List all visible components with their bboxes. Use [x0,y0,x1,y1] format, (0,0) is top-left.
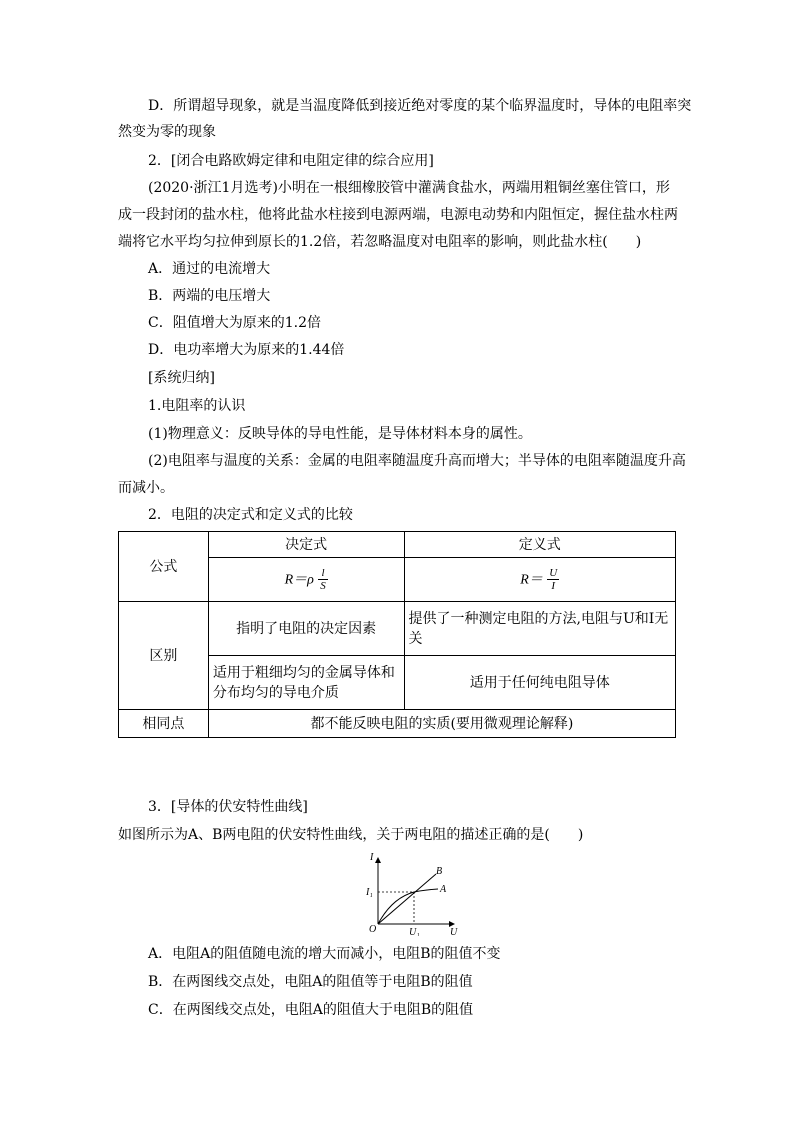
y-axis-label: I [370,852,374,863]
q3-option-a: A．电阻A的阻值随电流的增大而减小，电阻B的阻值不变 [148,946,501,962]
q3-title: 3．[导体的伏安特性曲线] [148,799,308,815]
define-formula [404,558,676,602]
section1-title: 1.电阻率的认识 [148,398,246,414]
define-formula-denominator: I [551,580,556,592]
q2-stem-line1: (2020·浙江1月选考)小明在一根细橡胶管中灌满食盐水，两端用粗铜丝塞住管口，形 [148,180,670,196]
q1-option-d-line2: 然变为零的现象 [118,124,216,140]
q1-option-d-line1: D．所谓超导现象，就是当温度降低到接近绝对零度的某个临界温度时，导体的电阻率突 [148,98,692,114]
decide-formula [208,558,404,602]
decide-formula-fraction [318,567,328,592]
column-header-define: 定义式 [404,532,676,558]
curve-a-label: A [440,884,447,895]
q2-option-a: A．通过的电流增大 [148,261,271,277]
decide-formula-denominator: S [320,580,326,592]
q2-stem-line2: 成一段封闭的盐水柱，他将此盐水柱接到电源两端，电源电动势和内阻恒定，握住盐水柱两 [118,207,678,223]
i1-label: I₁ [366,887,373,898]
q2-option-d: D．电功率增大为原来的1.44倍 [148,342,345,358]
q2-option-c: C．阻值增大为原来的1.2倍 [148,315,321,331]
same-point-text: 都不能反映电阻的实质(要用微观理论解释) [208,710,675,738]
q3-option-b: B．在两图线交点处，电阻A的阻值等于电阻B的阻值 [148,974,473,990]
u1-label: U₁ [409,927,420,936]
section1-para2-line1: (2)电阻率与温度的关系：金属的电阻率随温度升高而增大；半导体的电阻率随温度升高 [148,453,686,469]
column-header-decide: 决定式 [208,532,404,558]
define-formula-lhs: R＝ [520,572,543,588]
summary-title: [系统归纳] [148,370,215,386]
define-formula-fraction [547,567,559,592]
q2-title: 2．[闭合电路欧姆定律和电阻定律的综合应用] [148,153,434,169]
origin-label: O [369,924,377,935]
difference-decide-1: 指明了电阻的决定因素 [208,602,404,656]
curve-a-line [378,889,438,924]
iv-characteristic-graph [364,852,460,936]
q2-option-b: B．两端的电压增大 [148,288,271,304]
q2-stem-line3: 端将它水平均匀拉伸到原长的1.2倍，若忽略温度对电阻率的影响，则此盐水柱( ) [118,234,642,250]
x-axis-label: U [450,927,458,936]
section2-title: 2．电阻的决定式和定义式的比较 [148,507,353,523]
row-header-same: 相同点 [119,710,209,738]
row-header-formula: 公式 [119,532,209,602]
curve-b-line [378,874,436,924]
difference-define-1: 提供了一种测定电阻的方法,电阻与U和I无关 [404,602,676,656]
difference-define-2: 适用于任何纯电阻导体 [404,656,676,710]
comparison-table [118,531,676,738]
define-formula-numerator: U [549,567,558,579]
curve-b-label: B [436,866,443,877]
section1-para2-line2: 而减小。 [118,480,174,496]
decide-formula-numerator: l [318,567,328,580]
decide-formula-lhs: R＝ρ [284,572,314,588]
q3-stem: 如图所示为A、B两电阻的伏安特性曲线，关于两电阻的描述正确的是( ) [118,827,584,843]
difference-decide-2: 适用于粗细均匀的金属导体和分布均匀的导电介质 [208,656,404,710]
section1-para1: (1)物理意义：反映导体的导电性能，是导体材料本身的属性。 [148,426,532,442]
row-header-difference: 区别 [119,602,209,710]
q3-option-c: C．在两图线交点处，电阻A的阻值大于电阻B的阻值 [148,1002,474,1018]
